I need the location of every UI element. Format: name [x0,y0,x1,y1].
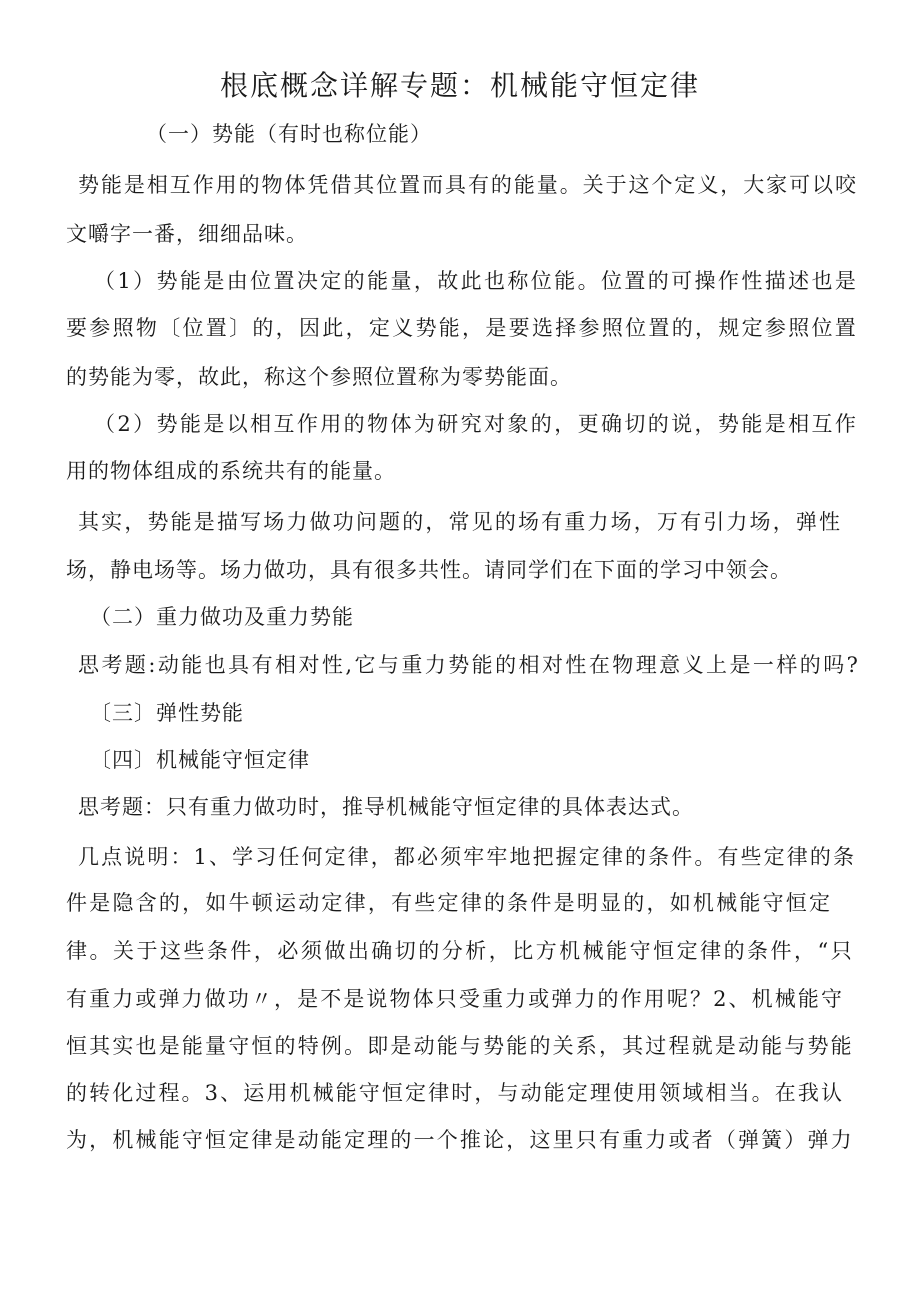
paragraph-line: 势 能 是 相 互 作 用 的 物 体 凭 借 其 位 置 而 具 有 的 能 量 。 关 于 这 个 定 义 ， 大 家 可 以 咬 [78,173,856,197]
paragraph-line: 恒 其 实 也 是 能 量 守 恒 的 特 例 。 即 是 动 能 与 势 能 的 关 系 ， 其 过 程 就 是 动 能 与 势 能 [66,1034,852,1058]
paragraph-line: 用的物体组成的系统共有的能量。 [66,459,396,483]
question-line: 思 考 题 : 动 能 也 具 有 相 对 性 , 它 与 重 力 势 能 的 相 对 性 在 物 理 意 义 上 是 一 样 的 吗 ? [78,653,858,677]
paragraph-line: 有 重 力 或 弹 力 做 功 〃 ， 是 不 是 说 物 体 只 受 重 力 或 弹 力 的 作 用 呢 ？ 2 、 机 械 能 守 [66,987,842,1011]
section-heading-conservation-law: 〔四〕机械能守恒定律 [90,748,310,772]
paragraph-line: 件 是 隐 含 的 ， 如 牛 顿 运 动 定 律 ， 有 些 定 律 的 条 件 是 明 显 的 ， 如 机 械 能 守 恒 定 [66,891,830,915]
paragraph-line: （ 1 ） 势 能 是 由 位 置 决 定 的 能 量 ， 故 此 也 称 位 能 。 位 置 的 可 操 作 性 描 述 也 是 [94,269,856,293]
paragraph-line: 文嚼字一番，细细品味。 [66,222,308,246]
paragraph-line: 场，静电场等。场力做功，具有很多共性。请同学们在下面的学习中领会。 [66,558,792,582]
paragraph-line: 为 ， 机 械 能 守 恒 定 律 是 动 能 定 理 的 一 个 推 论 ， 这 里 只 有 重 力 或 者 （ 弹 簧 ） 弹 力 [66,1128,852,1152]
paragraph-line: 几 点 说 明 ： 1 、 学 习 任 何 定 律 ， 都 必 须 牢 牢 地 把 握 定 律 的 条 件 。 有 些 定 律 的 条 [78,845,854,869]
paragraph-line: 的 转 化 过 程 。 3 、 运 用 机 械 能 守 恒 定 律 时 ， 与 动 能 定 理 使 用 领 域 相 当 。 在 我 认 [66,1081,842,1105]
paragraph-line: （ 2 ） 势 能 是 以 相 互 作 用 的 物 体 为 研 究 对 象 的 ， 更 确 切 的 说 ， 势 能 是 相 互 作 [94,412,856,436]
section-heading-gravity-work: （二）重力做功及重力势能 [90,605,354,629]
section-heading-elastic-energy: 〔三〕弹性势能 [90,701,244,725]
question-line: 思考题：只有重力做功时，推导机械能守恒定律的具体表达式。 [78,795,694,819]
section-heading-potential-energy: （一）势能（有时也称位能） [146,122,432,146]
page-title: 根底概念详解专题：机械能守恒定律 [219,69,700,102]
paragraph-line: 其 实 ， 势 能 是 描 写 场 力 做 功 问 题 的 ， 常 见 的 场 有 重 力 场 ， 万 有 引 力 场 ， 弹 性 [78,510,840,534]
paragraph-line: 的势能为零，故此，称这个参照位置称为零势能面。 [66,365,572,389]
paragraph-line: 要 参 照 物 〔 位 置 〕 的 ， 因 此 ， 定 义 势 能 ， 是 要 选 择 参 照 位 置 的 ， 规 定 参 照 位 置 [66,316,856,340]
paragraph-line: 律 。 关 于 这 些 条 件 ， 必 须 做 出 确 切 的 分 析 ， 比 方 机 械 能 守 恒 定 律 的 条 件 ， “ 只 [66,939,852,963]
